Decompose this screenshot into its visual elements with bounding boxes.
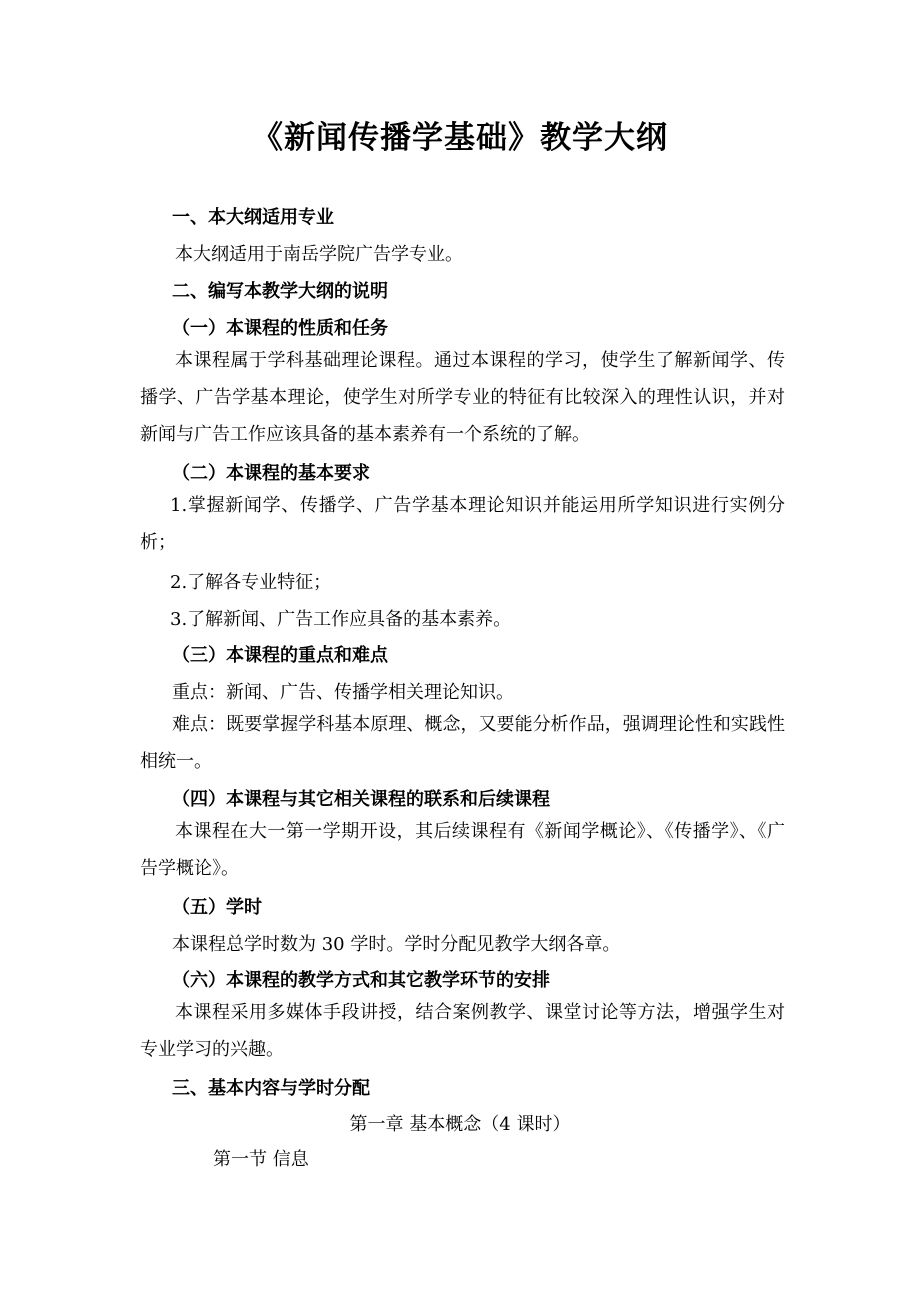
document-title: 《新闻传播学基础》教学大纲 xyxy=(252,120,668,156)
subsection-4-text: 本课程在大一第一学期开设，其后续课程有《新闻学概论》、《传播学》、《广告学概论》。 xyxy=(140,821,785,879)
chapter-1-heading: 第一章 基本概念（4 课时） xyxy=(349,1114,571,1135)
subsection-4-heading: （四）本课程与其它相关课程的联系和后续课程 xyxy=(172,789,550,810)
subsection-5-text: 本课程总学时数为 30 学时。学时分配见教学大纲各章。 xyxy=(172,934,621,955)
subsection-1-text: 本课程属于学科基础理论课程。通过本课程的学习，使学生了解新闻学、传播学、广告学基本理论，使学生对所学专业的特征有比较深入的理性认识，并对新闻与广告工作应该具备的基本素养有一个系统的了解。 xyxy=(140,350,785,445)
requirement-item-3: 3.了解新闻、广告工作应具备的基本素养。 xyxy=(170,609,512,630)
requirement-item-1: 1.掌握新闻学、传播学、广告学基本理论知识并能运用所学知识进行实例分析； xyxy=(140,495,785,553)
section-1-heading: 一、本大纲适用专业 xyxy=(172,207,334,228)
section-1-text: 本大纲适用于南岳学院广告学专业。 xyxy=(175,244,463,265)
requirement-item-2: 2.了解各专业特征； xyxy=(170,572,332,593)
section-2-heading: 二、编写本教学大纲的说明 xyxy=(172,281,388,302)
key-points-text: 重点：新闻、广告、传播学相关理论知识。 xyxy=(172,682,514,703)
subsection-2-heading: （二）本课程的基本要求 xyxy=(172,463,370,484)
subsection-3-heading: （三）本课程的重点和难点 xyxy=(172,645,388,666)
subsection-5-heading: （五）学时 xyxy=(172,897,262,918)
difficult-points-text: 难点：既要掌握学科基本原理、概念，又要能分析作品，强调理论性和实践性相统一。 xyxy=(140,714,785,772)
subsection-6-heading: （六）本课程的教学方式和其它教学环节的安排 xyxy=(172,970,550,991)
chapter-1-section-1-heading: 第一节 信息 xyxy=(213,1149,309,1170)
subsection-6-text: 本课程采用多媒体手段讲授，结合案例教学、课堂讨论等方法，增强学生对专业学习的兴趣。 xyxy=(140,1002,785,1060)
section-3-heading: 三、基本内容与学时分配 xyxy=(172,1078,370,1099)
subsection-1-heading: （一）本课程的性质和任务 xyxy=(172,318,388,339)
